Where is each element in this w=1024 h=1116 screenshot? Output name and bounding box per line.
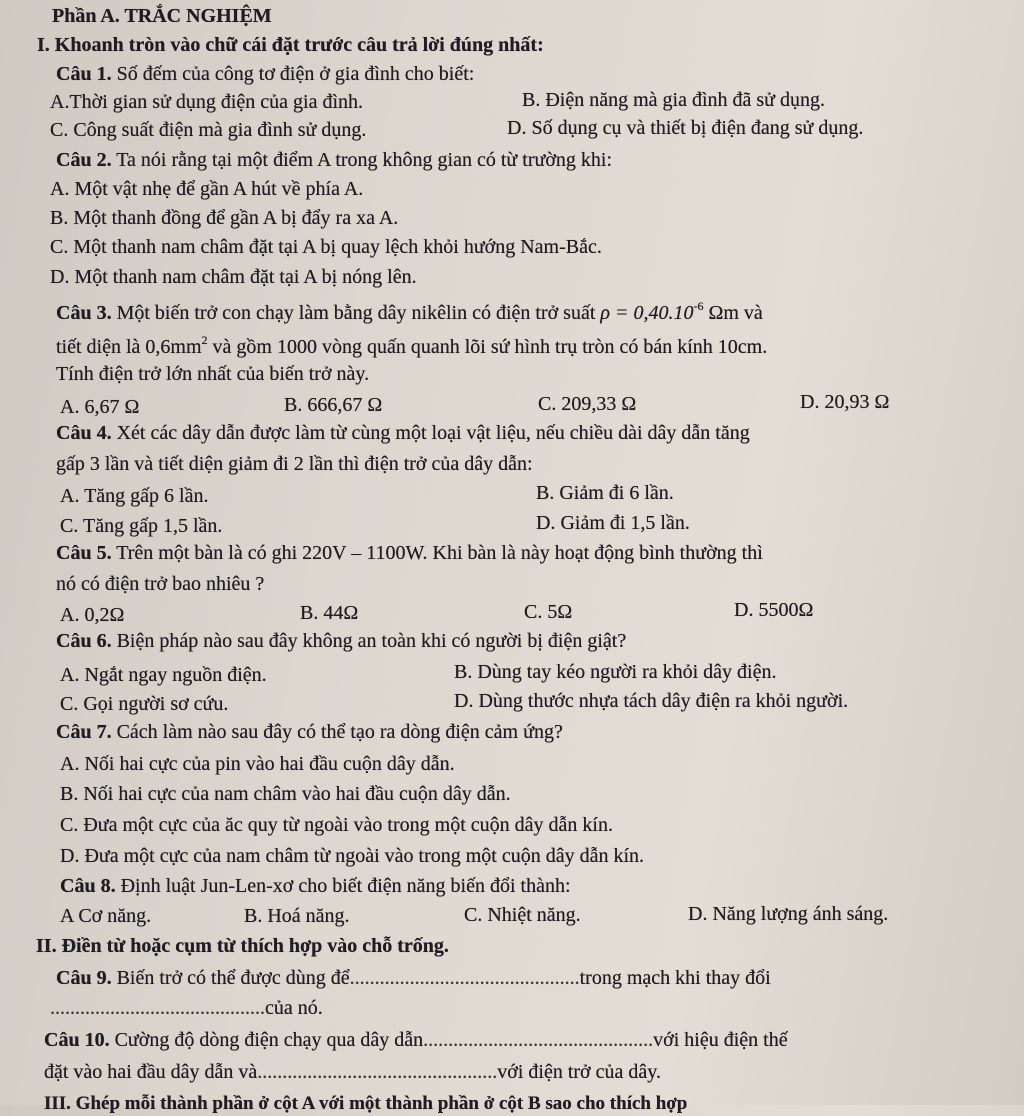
q10-post: với hiệu điện thế [653,1029,788,1051]
q5-option-d: D. 5500Ω [734,599,814,621]
q5-stem-line2: nó có điện trở bao nhiêu ? [56,573,265,595]
q3-line1-text: Một biến trở con chạy làm bằng dây nikêlin có điện trở suất [116,302,596,324]
q7-option-c: C. Đưa một cực của ăc quy từ ngoài vào trong một cuộn dây dẫn kín. [60,814,613,836]
q4-option-a: A. Tăng gấp 6 lần. [60,485,209,507]
q2-option-d: D. Một thanh nam châm đặt tại A bị nóng lên. [50,266,417,288]
q6-option-a: A. Ngắt ngay nguồn điện. [60,664,267,686]
q10-label: Câu 10. [44,1029,110,1051]
q3-label: Câu 3. [56,302,112,324]
q3-rho: ρ = 0,40.10 [600,302,694,324]
q7-option-d: D. Đưa một cực của nam châm từ ngoài vào trong một cuộn dây dẫn kín. [60,845,645,867]
q4-option-d: D. Giảm đi 1,5 lần. [536,512,690,534]
q4-line1: Xét các dây dẫn được làm từ cùng một loại vật liệu, nếu chiều dài dây dẫn tăng [116,422,750,444]
q3-stem-line3: Tính điện trở lớn nhất của biến trở này. [56,363,370,385]
q4-option-b: B. Giảm đi 6 lần. [536,482,674,504]
q1-text: Số đếm của công tơ điện ở gia đình cho biết: [116,63,475,85]
q5-option-c: C. 5Ω [524,601,573,623]
q4-label: Câu 4. [56,422,112,444]
q8-option-d: D. Năng lượng ánh sáng. [688,903,889,925]
q9-end: của nó. [265,997,323,1019]
q7-option-a: A. Nối hai cực của pin vào hai đầu cuộn dây dẫn. [60,753,455,775]
q1-option-a: A.Thời gian sử dụng điện của gia đình. [50,91,364,113]
q10-line2 [44,1060,661,1084]
q9-blank-2[interactable]: ........................................... [50,997,265,1019]
q3-option-b: B. 666,67 Ω [284,394,383,416]
q3-option-d: D. 20,93 Ω [800,391,890,413]
q2-label: Câu 2. [56,149,112,171]
q10-blank-1[interactable]: .............................................. [423,1029,654,1051]
q10-line2-pre: đặt vào hai đầu dây dẫn và [44,1061,258,1083]
q2-option-b: B. Một thanh đồng để gần A bị đẩy ra xa A. [50,207,399,229]
q8-option-b: B. Hoá năng. [244,905,350,927]
q6-label: Câu 6. [56,630,112,652]
q2-text: Ta nói rằng tại một điểm A trong không gian có từ trường khi: [116,149,613,171]
q6-option-d: D. Dùng thước nhựa tách dây điện ra khỏi người. [454,690,849,712]
q2-option-c: C. Một thanh nam châm đặt tại A bị quay lệch khỏi hướng Nam-Bắc. [50,236,602,258]
q10-pre: Cường độ dòng điện chạy qua dây dẫn [114,1029,424,1051]
q1-option-c: C. Công suất điện mà gia đình sử dụng. [50,119,367,141]
q7-label: Câu 7. [56,721,112,743]
q3-line2-exponent: 2 [201,333,208,347]
q6-option-c: C. Gọi người sơ cứu. [60,693,229,715]
part3-cut-line: III. Ghép mỗi thành phần ở cột A với một thành phần ở cột B sao cho thích hợp [44,1093,688,1114]
q9-pre: Biến trở có thể được dùng để [116,967,350,989]
q3-stem-line2 [56,328,767,359]
q10-line2-post: với điện trở của dây. [497,1061,661,1083]
q7-text: Cách làm nào sau đây có thể tạo ra dòng điện cảm ứng? [116,721,563,743]
q5-label: Câu 5. [56,542,112,564]
q5-line1: Trên một bàn là có ghi 220V – 1100W. Khi bàn là này hoạt động bình thường thì [116,542,763,564]
q5-stem-line1 [56,541,763,565]
q8-label: Câu 8. [60,875,116,897]
q10-blank-2[interactable]: ................................................ [257,1061,498,1083]
part2-title: II. Điền từ hoặc cụm từ thích hợp vào chỗ trống. [36,935,449,957]
q5-option-b: B. 44Ω [300,602,359,624]
q10-line1 [44,1028,788,1052]
q4-stem-line2: gấp 3 lần và tiết diện giảm đi 2 lần thì điện trở của dây dẫn: [56,453,533,475]
q8-option-c: C. Nhiệt năng. [464,904,581,926]
q3-rho-unit: Ωm và [708,302,763,324]
q9-post: trong mạch khi thay đổi [579,967,771,989]
q3-stem-line1 [56,294,763,325]
q9-line1 [56,966,771,990]
q6-stem [56,629,626,653]
q9-blank-1[interactable]: .............................................. [349,967,580,989]
q5-option-a: A. 0,2Ω [60,604,125,626]
q7-stem [56,720,563,744]
q9-line2 [50,996,323,1020]
q7-option-b: B. Nối hai cực của nam châm vào hai đầu cuộn dây dẫn. [60,783,511,805]
q6-text: Biện pháp nào sau đây không an toàn khi có người bị điện giật? [116,630,627,652]
part1-title: I. Khoanh tròn vào chữ cái đặt trước câu trả lời đúng nhất: [37,34,544,56]
q1-option-d: D. Số dụng cụ và thiết bị điện đang sử dụng. [507,117,864,139]
q3-option-a: A. 6,67 Ω [60,396,140,418]
q6-option-b: B. Dùng tay kéo người ra khỏi dây điện. [454,661,777,683]
q2-option-a: A. Một vật nhẹ để gần A hút về phía A. [50,178,364,200]
q8-option-a: A Cơ năng. [60,905,152,927]
q1-label: Câu 1. [56,63,112,85]
section-a-title: Phần A. TRẮC NGHIỆM [52,5,272,27]
q8-text: Định luật Jun-Len-xơ cho biết điện năng biến đổi thành: [120,875,571,897]
q3-line2-post: và gồm 1000 vòng quấn quanh lõi sứ hình trụ tròn có bán kính 10cm. [212,336,768,358]
q8-stem [60,874,571,898]
q1-option-b: B. Điện năng mà gia đình đã sử dụng. [522,89,826,111]
q4-stem-line1 [56,421,750,445]
q3-rho-exponent: -6 [693,299,704,313]
q2-stem [56,148,612,172]
q1-stem [56,62,474,86]
q3-line2-pre: tiết diện là 0,6mm [56,336,202,358]
q9-label: Câu 9. [56,967,112,989]
q3-option-c: C. 209,33 Ω [538,393,637,415]
q4-option-c: C. Tăng gấp 1,5 lần. [60,515,223,537]
